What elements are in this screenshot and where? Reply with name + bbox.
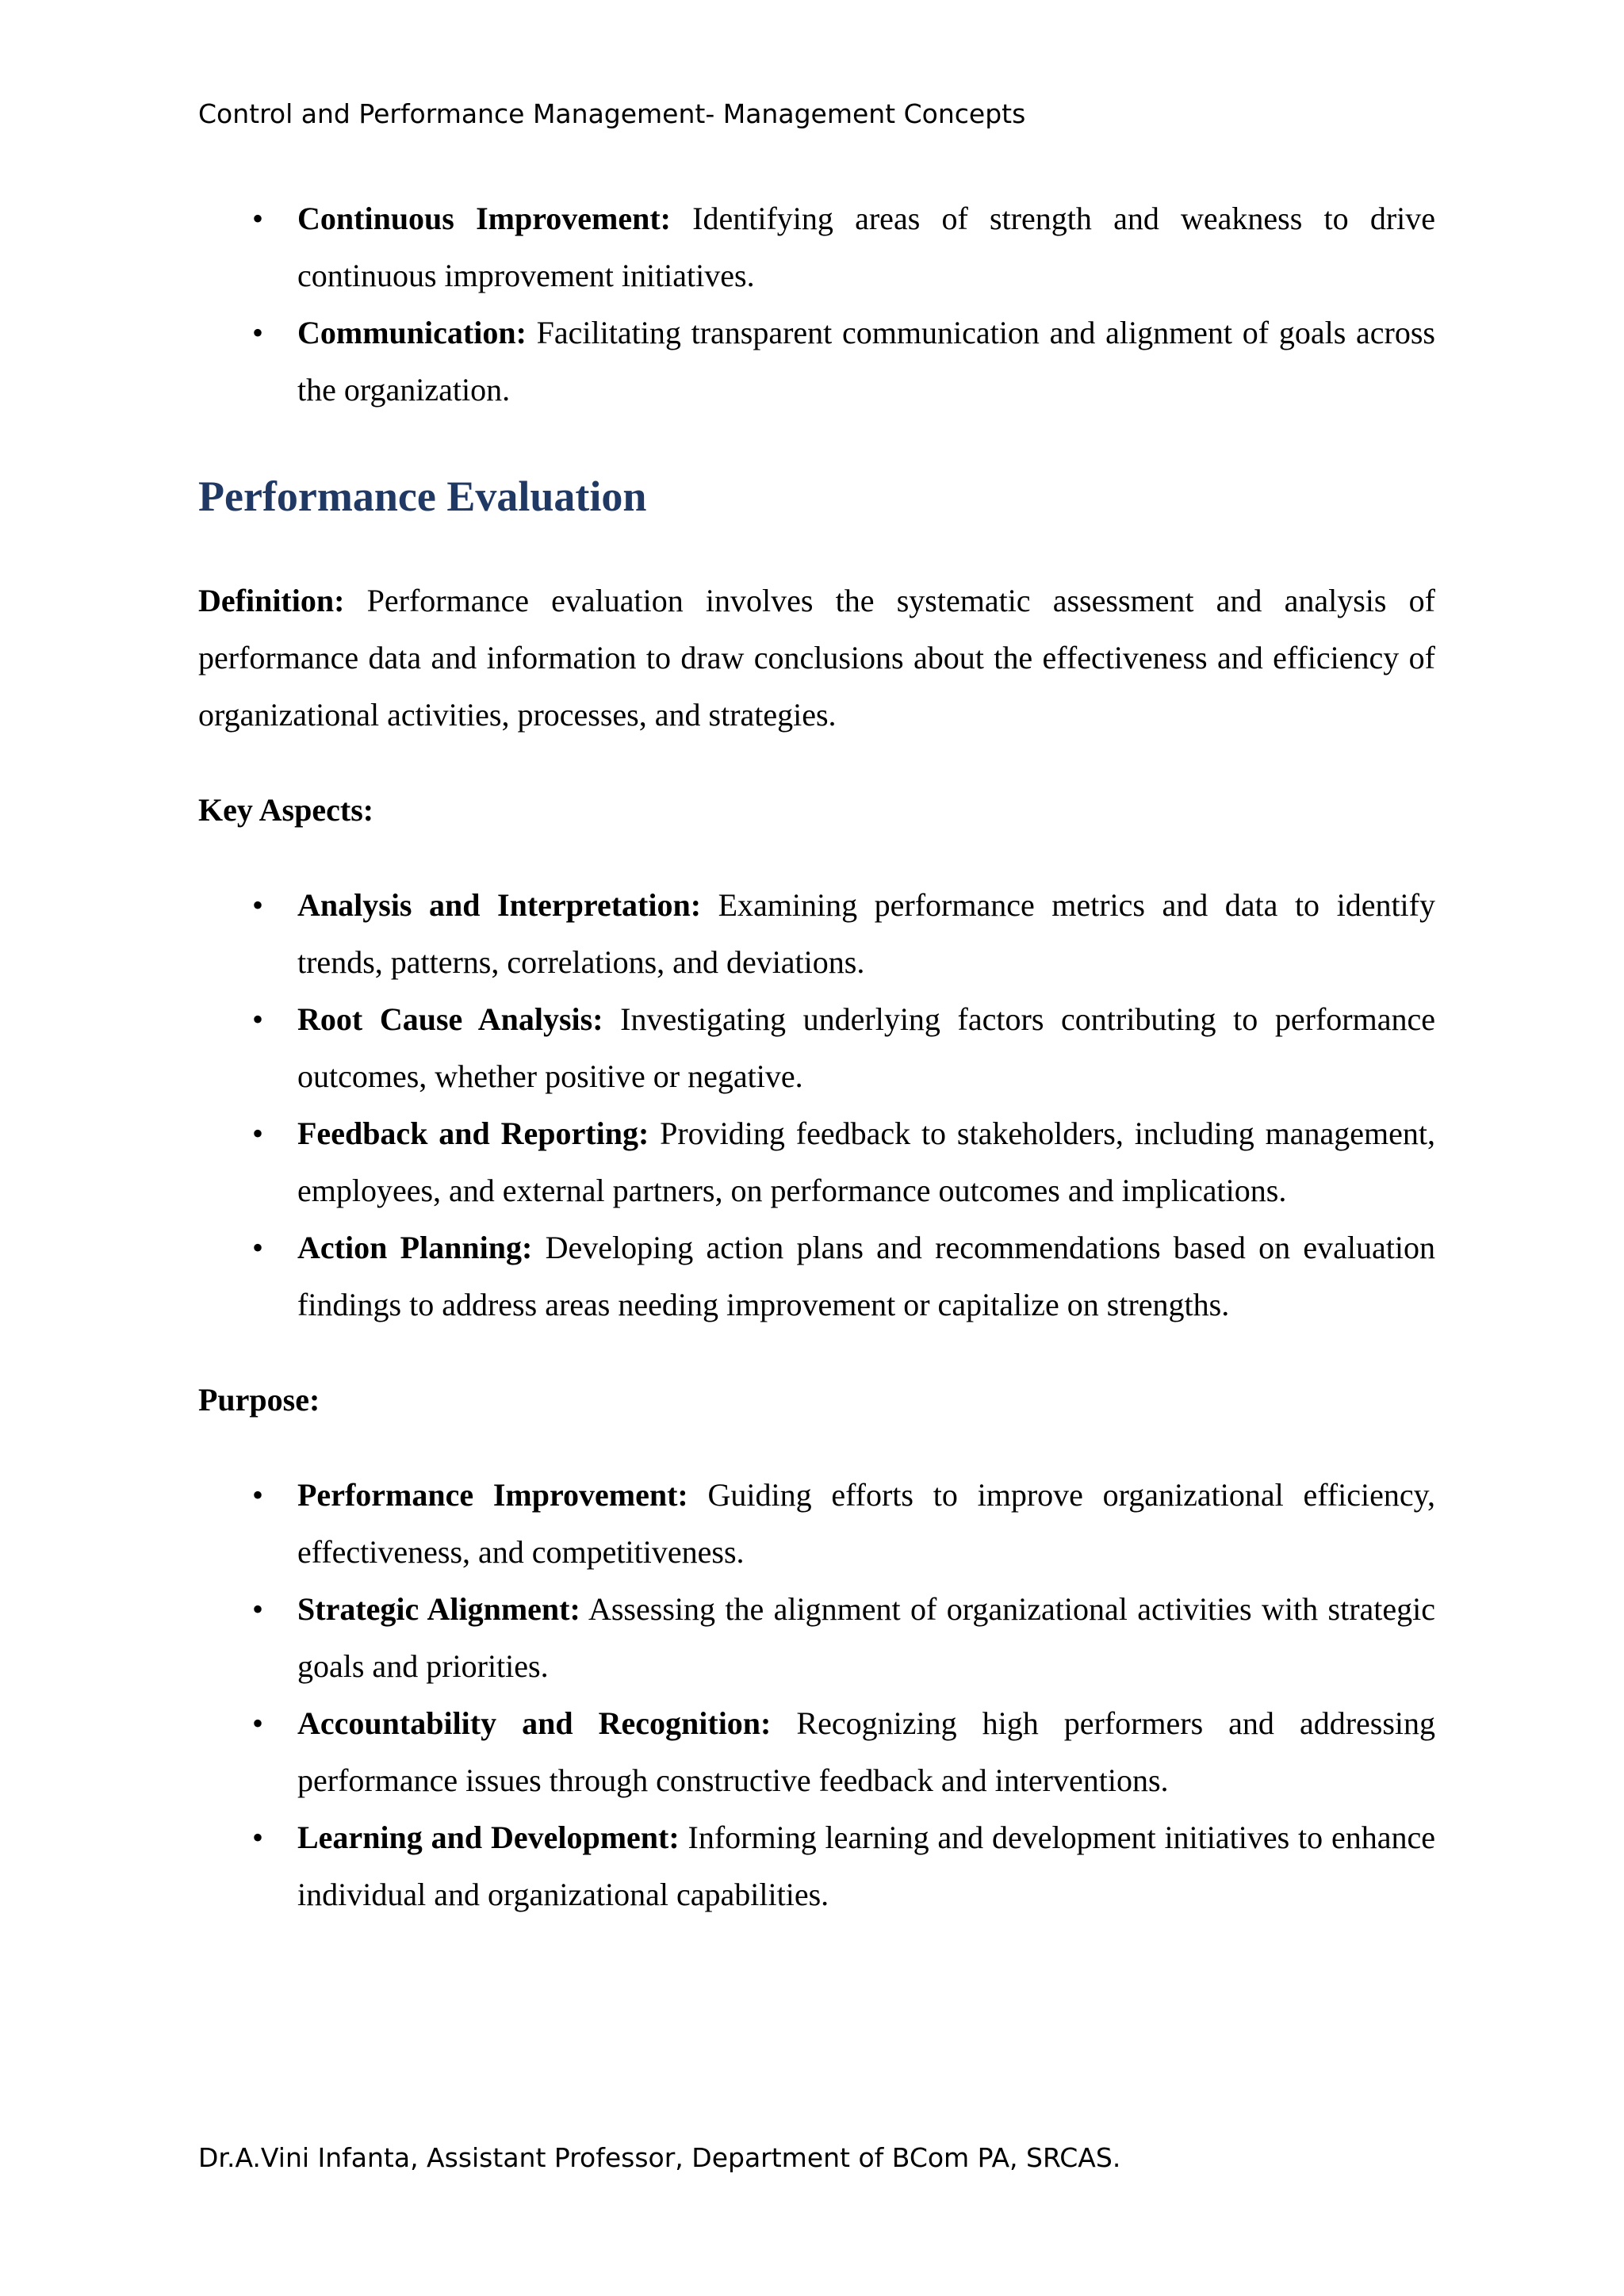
list-item [198,1809,1435,1923]
page-content [198,190,1435,1923]
bullet-icon: • [251,1115,263,1151]
definition-paragraph [198,572,1435,744]
list-item-text: Recognizing high performers and addressing performance issues through constructive feedback and interventions. [297,1705,1436,1798]
list-item-term: Analysis and Interpretation: [297,887,702,923]
list-item-text: Assessing the alignment of organizational activities with strategic goals and priorities. [297,1591,1435,1684]
running-footer: Dr.A.Vini Infanta, Assistant Professor, Department of BCom PA, SRCAS. [198,2142,1121,2173]
bullet-icon: • [251,1705,263,1741]
list-item-term: Feedback and Reporting: [297,1115,649,1151]
bullet-icon: • [251,201,263,236]
bullet-icon: • [251,887,263,923]
bullet-icon: • [251,1230,263,1265]
list-item-text: Examining performance metrics and data to identify trends, patterns, correlations, and deviations. [297,887,1435,980]
purpose-heading: Purpose: [198,1382,320,1418]
list-item [198,304,1435,419]
list-item-text: Developing action plans and recommendations based on evaluation findings to address areas needing improvement or capitalize on strengths. [297,1230,1435,1322]
list-item-text: Informing learning and development initiatives to enhance individual and organizational capabilities. [297,1820,1435,1912]
definition-text: Performance evaluation involves the systematic assessment and analysis of performance data and information to draw conclusions about the effectiveness and efficiency of organizational activities, processes, and strategies. [198,583,1435,733]
key-aspects-heading: Key Aspects: [198,792,374,828]
key-aspects-list [198,877,1435,1334]
list-item [198,1105,1435,1219]
list-item-term: Communication: [297,315,527,350]
purpose-list [198,1467,1435,1923]
list-item [198,1581,1435,1695]
bullet-icon: • [251,1001,263,1037]
list-item-term: Continuous Improvement: [297,201,671,236]
list-item-text: Facilitating transparent communication and alignment of goals across the organization. [297,315,1435,408]
bullet-icon: • [251,1591,263,1627]
list-item-text: Providing feedback to stakeholders, including management, employees, and external partners, on performance outcomes and implications. [297,1115,1435,1208]
top-bullet-list [198,190,1435,419]
bullet-icon: • [251,315,263,350]
list-item [198,1467,1435,1581]
list-item-text: Guiding efforts to improve organizational efficiency, effectiveness, and competitiveness. [297,1477,1436,1570]
definition-label: Definition: [198,583,345,618]
list-item [198,1695,1435,1809]
list-item-term: Performance Improvement: [297,1477,688,1513]
list-item [198,877,1435,991]
bullet-icon: • [251,1820,263,1855]
list-item-term: Strategic Alignment: [297,1591,580,1627]
list-item-text: Identifying areas of strength and weakness to drive continuous improvement initiatives. [297,201,1436,293]
bullet-icon: • [251,1477,263,1513]
list-item-term: Learning and Development: [297,1820,680,1855]
list-item [198,1219,1435,1334]
list-item-text: Investigating underlying factors contributing to performance outcomes, whether positive or negative. [297,1001,1435,1094]
list-item [198,190,1435,304]
list-item-term: Action Planning: [297,1230,533,1265]
running-header: Control and Performance Management- Management Concepts [198,98,1026,129]
section-title: Performance Evaluation [198,473,647,520]
list-item-term: Accountability and Recognition: [297,1705,772,1741]
list-item-term: Root Cause Analysis: [297,1001,603,1037]
list-item [198,991,1435,1105]
